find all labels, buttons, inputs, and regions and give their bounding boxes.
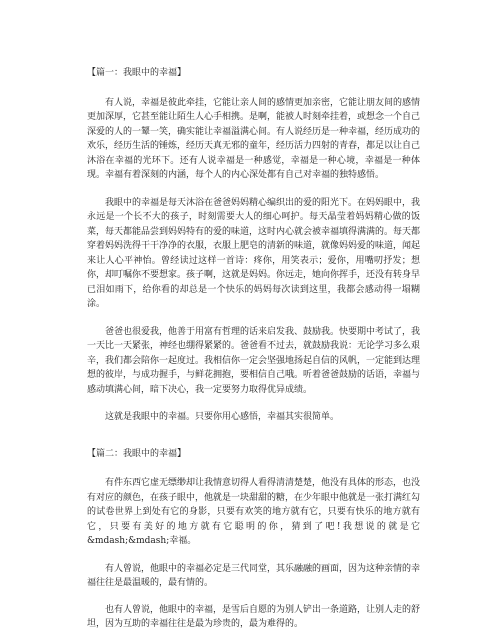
article-body (87, 66, 420, 644)
paragraph: 这就是我眼中的幸福。只要你用心感悟，幸福其实很简单。 (105, 412, 340, 422)
paragraph: 爸爸也很爱我，他善于用富有哲理的话来启发我、鼓励我。快要期中考试了，我一天比一天紧张，神经也绷得紧紧的。爸爸看不过去，就鼓励我说：无论学习多么艰辛，我们都会陪你一起度过。我相信你一定会坚强地扬起自信的风帆，一定能到达理想的彼岸，与成功握手，与鲜花拥抱，要相信自己哦。听着爸爸鼓励的话语，幸福与感动填满心间，暗下决心，我一定要努力取得优异成绩。 (87, 326, 421, 395)
paragraph: 我眼中的幸福是每天沐浴在爸爸妈妈精心编织出的爱的阳光下。在妈妈眼中，我永远是一个长不大的孩子，时刻需要大人的细心呵护。每天晶莹着妈妈精心做的饭菜，每天都能品尝到妈妈特有的爱的味道，这时内心就会被幸福填得满满的。每天都穿着妈妈洗得干干净净的衣服，衣服上肥皂的清新的味道，就像妈妈爱的味道，闻起来让人心平神怡。曾经读过这样一首诗：疼你，用笑表示；爱你，用嘴叨抒发；想你，却叮嘱你不要想家。孩子啊，这就是妈妈。你远走，她向你挥手，还没有转身早已泪如雨下，给你看的却总是一个快乐的妈妈每次读到这里，我都会感动得一塌糊涂。 (87, 197, 421, 309)
section-heading-2: 【篇二：我眼中的幸福】 (87, 448, 187, 459)
section-heading-1: 【篇一：我眼中的幸福】 (87, 68, 187, 78)
paragraph: 有人说，幸福是彼此牵挂，它能让亲人间的感情更加亲密，它能让朋友间的感情更加深厚，它甚至能让陌生人心手相携。是啊，能被人时刻牵挂着，或想念一个自己深爱的人的一颦一笑，确实能让幸福溢满心间。有人说经历是一种幸福，经历成功的欢乐，经历生活的锤炼，经历天真无邪的童年，经历活力四射的青春，都足以让自己沐浴在幸福的光环下。还有人说幸福是一种感觉，幸福是一种心境，幸福是一种体现。幸福有着深刻的内涵，每个人的内心深处都有自己对幸福的独特感悟。 (87, 97, 421, 180)
paragraph: 也有人曾说，他眼中的幸福，是雪后自愿的为别人铲出一条道路，让别人走的舒坦，因为互助的幸福往往是最为珍贵的，最为难得的。 (87, 604, 421, 629)
paragraph: 有人曾说，他眼中的幸福必定是三代同堂，其乐融融的画面，因为这种亲情的幸福往往是最温暖的，最有情的。 (87, 563, 421, 588)
paragraph: 有件东西它虚无缥缈却让我情意切得人看得清清楚楚，他没有具体的形态，也没有对应的颜色，在孩子眼中，他就是一块甜甜的糖，在少年眼中他就是一张打满红勾的试卷世界上到处有它的身影，只要有欢笑的地方就有它，只要有快乐的地方就有它，只要有美好的地方就有它聪明的你，猜到了吧!我想说的就是它&mdash;&mdash;幸福。 (87, 478, 421, 546)
